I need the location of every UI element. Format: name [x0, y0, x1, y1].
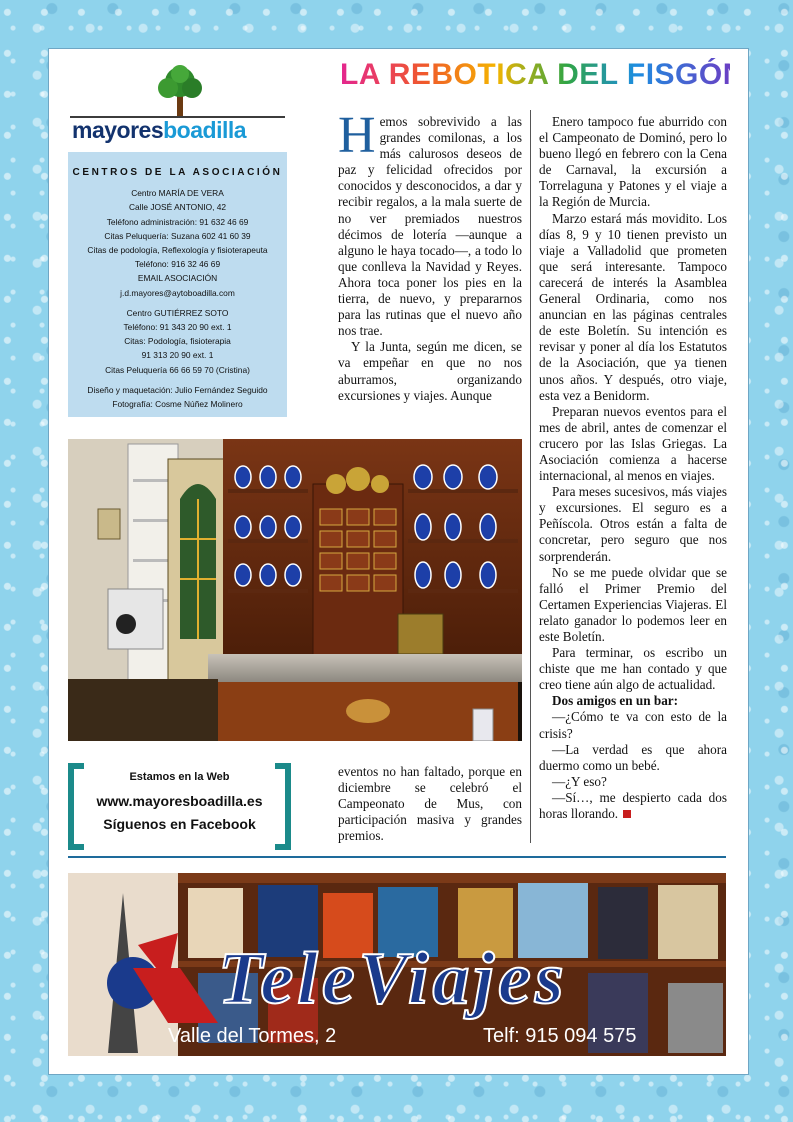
info-line: Centro GUTIÉRREZ SOTO	[126, 307, 229, 318]
joke-line: —La verdad es que ahora duermo como un bebé.	[539, 741, 727, 773]
article-paragraph	[338, 107, 522, 339]
end-mark-icon	[623, 810, 631, 818]
pharmacy-miniature-photo	[68, 439, 522, 741]
credits-line: Fotografía: Cosme Núñez Molinero	[112, 399, 243, 410]
info-line: Teléfono: 91 343 20 90 ext. 1	[123, 322, 232, 333]
article-paragraph: eventos no han faltado, porque en diciembre se celebró el Campeonato de Mus, con participación masiva y grandes premios.	[338, 764, 522, 844]
web-info-box	[68, 763, 291, 838]
logo-wordmark	[72, 117, 246, 144]
article-column-2	[539, 114, 727, 822]
headline: LA REBOTICA DEL FISGÓN	[340, 58, 745, 91]
paragraph-text: emos sobrevivido a las grandes comilonas, a los más calurosos deseos de paz y felicidad ofrecidos por conocidos y desconocidos, a dar y recibir regalos, a la mala suerte de no ver premiados nuestros décimos de lotería —aunque a alguno le haya tocado—, a todo lo que conlleva la Navidad y Reyes. Ahora toca poner los pies en la tierra, de nuevo, y prepararnos para las rutinas que el nuevo año nos trae.	[338, 114, 522, 339]
article-paragraph: Preparan nuevos eventos para el mes de abril, antes de comenzar el crucero por las Islas Griegas. La Asociación comienza a hacerse internacional, al menos en viajes.	[539, 403, 727, 484]
info-email[interactable]: j.d.mayores@aytoboadilla.com	[120, 287, 235, 298]
tree-logo-icon	[155, 64, 205, 116]
televiajes-advertisement	[68, 873, 726, 1056]
info-line: Calle JOSÉ ANTONIO, 42	[128, 202, 227, 213]
joke-title: Dos amigos en un bar:	[552, 693, 679, 709]
ad-phone: Telf: 915 094 575	[483, 1025, 637, 1047]
logo-part2: boadilla	[163, 117, 247, 143]
info-line: EMAIL ASOCIACIÓN	[137, 273, 218, 284]
logo-part1: mayores	[72, 117, 164, 143]
article-column-1-continued	[338, 764, 522, 844]
facebook-link[interactable]: Síguenos en Facebook	[103, 816, 256, 832]
info-line: Teléfono: 916 32 46 69	[134, 259, 221, 270]
article-paragraph: No se me puede olvidar que se falló el Primer Premio del Certamen Experiencias Viajeras. El relato ganador lo podemos leer en este Boletín.	[539, 564, 727, 644]
joke-line: —¿Y eso?	[552, 773, 607, 789]
info-title: CENTROS DE LA ASOCIACIÓN	[72, 167, 283, 178]
info-line: Citas Peluquería: Suzana 602 41 60 39	[104, 230, 251, 241]
ad-address: Valle del Tormes, 2	[168, 1025, 337, 1047]
column-divider	[530, 110, 531, 843]
dropcap: H	[338, 107, 376, 164]
joke-line	[539, 790, 727, 822]
info-line: Citas de podología, Reflexología y fisioterapeuta	[87, 245, 268, 256]
article-paragraph: Y la Junta, según me dicen, se va empeñar en que no nos aburramos, organizando excursiones y viajes. Aunque	[338, 339, 522, 403]
info-line: Teléfono administración: 91 632 46 69	[106, 216, 249, 227]
website-link[interactable]: www.mayoresboadilla.es	[96, 793, 263, 809]
info-line: 91 313 20 90 ext. 1	[141, 350, 214, 361]
joke-last-text: —Sí…, me despierto cada dos horas llorando.	[539, 789, 727, 822]
article-paragraph: Enero tampoco fue aburrido con el Campeonato de Dominó, pero lo bueno llegó en febrero con la Cena de Carnaval, la excursión a Torrelaguna y Patones y el viaje a la Región de Murcia.	[539, 114, 727, 210]
section-rule	[68, 856, 726, 858]
article-column-1	[338, 107, 522, 404]
ad-brand: TeleViajes	[218, 938, 568, 1020]
info-line: Citas Peluquería 66 66 59 70 (Cristina)	[105, 364, 250, 375]
association-info-box	[68, 152, 287, 417]
info-line: Centro MARÍA DE VERA	[131, 188, 224, 199]
article-paragraph: Para terminar, os escribo un chiste que me han contado y que creo tiene aún algo de actualidad.	[539, 645, 727, 693]
article-paragraph: Para meses sucesivos, más viajes y excursiones. El seguro es a Peñíscola. Otros están a falta de concretar, pero seguro que nos sorprenderán.	[539, 484, 727, 564]
info-line: Citas: Podología, fisioterapia	[124, 336, 231, 347]
joke-line: —¿Cómo te va con esto de la crisis?	[539, 709, 727, 741]
article-paragraph: Marzo estará más movidito. Los días 8, 9 y 10 tienen previsto un viaje a Valladolid que prometen que será interesante. Tampoco carecerá de interés la Asamblea General Ordinaria, como nos anuncian en las páginas centrales de este Boletín. Su intención es revisar y poner al día los Estatutos de la Asociación, que ya tienen unos años. Y después, otro viaje, esta vez a Benidorm.	[539, 210, 727, 403]
web-label: Estamos en la Web	[129, 771, 230, 783]
credits-line: Diseño y maquetación: Julio Fernández Seguido	[87, 384, 268, 395]
